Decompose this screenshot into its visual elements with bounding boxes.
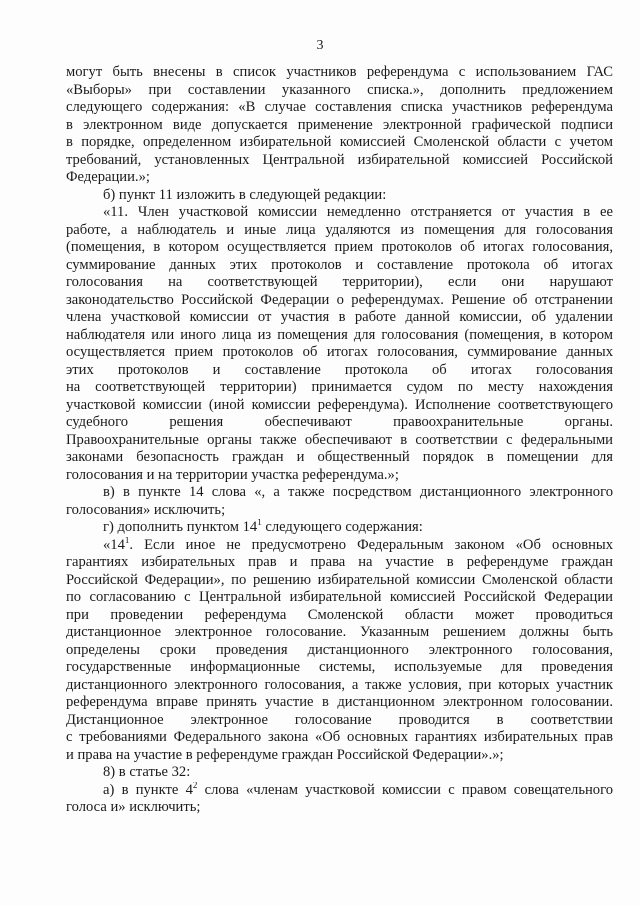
text-line: законодательство Российской Федерации о референдумах. Решение об отстранении — [66, 291, 613, 308]
text-line: государственные информационные системы, используемые для проведения — [66, 659, 613, 675]
text-line: референдума вправе принять участие в дистанционном электронном голосовании. — [66, 694, 613, 710]
page-number: 3 — [316, 38, 324, 53]
text-line: Правоохранительные органы также обеспечивают в соответствии с федеральными — [66, 431, 613, 448]
text-line: Дистанционное электронное голосование проводится в соответствии — [66, 711, 613, 728]
superscript: 1 — [124, 536, 130, 545]
text-line: голосования на соответствующей территории), если они нарушают — [66, 274, 613, 290]
text-line: г) дополнить пунктом $14^1$ следующего содержания: — [103, 519, 423, 535]
text-line: в порядке, определенном избирательной комиссией Смоленской области с учетом — [66, 134, 613, 150]
superscript: 1 — [257, 519, 262, 527]
text-line: осуществляется прием протоколов об итогах голосования, суммирование данных — [66, 344, 613, 360]
text-line: голоса и» исключить; — [66, 799, 201, 815]
text-line: а) в пункте $4^2$ слова «членам участковой комиссии с правом совещательного — [103, 781, 613, 798]
text-line: законами безопасность граждан и общественный порядок в помещении для — [66, 449, 613, 465]
text-line: Федерации.»; — [66, 169, 150, 185]
text-line: «Выборы» при составлении указанного списка.», дополнить предложением — [66, 81, 613, 98]
text-line: суммирование данных этих протоколов и составление протокола об итогах — [66, 256, 613, 273]
text-line: на соответствующей территории) принимается судом по месту нахождения — [66, 379, 613, 395]
text-line: и права на участие в референдуме граждан Российской Федерации».»; — [66, 746, 504, 763]
text-line: с требованиями Федерального закона «Об основных гарантиях избирательных прав — [66, 729, 613, 745]
text-line: члена участковой комиссии от участия в работе данной комиссии, об удалении — [66, 309, 613, 325]
text-line: дистанционное электронное голосование. Указанным решением должны быть — [66, 624, 613, 640]
text-line: этих протоколов и составление протокола об итогах голосования — [66, 361, 613, 378]
text-line: наблюдателя или иного лица из помещения для голосования (помещения, в котором — [66, 326, 613, 343]
superscript: 2 — [192, 781, 198, 790]
text-line: в электронном виде допускается применение электронной графической подписи — [66, 116, 613, 133]
text-line: гарантиях избирательных прав и права на участие в референдуме граждан — [66, 554, 613, 570]
text-line: (помещения, в котором осуществляется прием протоколов об итогах голосования, — [66, 239, 613, 255]
text-line: б) пункт 11 изложить в следующей редакции: — [103, 186, 387, 203]
text-line: требований, установленных Центральной избирательной комиссией Российской — [66, 151, 613, 168]
text-line: «$14^1$. Если иное не предусмотрено Федеральным законом «Об основных — [103, 536, 613, 553]
text-line: голосования и на территории участка референдума.»; — [66, 466, 399, 483]
text-line: могут быть внесены в список участников референдума с использованием ГАС — [66, 64, 613, 80]
text-line: работе, а наблюдатель и иные лица удаляются из помещения для голосования — [66, 221, 613, 238]
text-line: «11. Член участковой комиссии немедленно отстраняется от участия в ее — [103, 204, 613, 220]
text-line: дистанционного электронного голосования, а также условия, при которых участник — [66, 676, 613, 693]
document-body — [66, 64, 613, 817]
text-line: Российской Федерации», по решению избирательной комиссии Смоленской области — [66, 571, 613, 588]
text-line: по согласованию с Центральной избирательной комиссией Российской Федерации — [66, 589, 613, 605]
text-line: следующего содержания: «В случае составления списка участников референдума — [66, 99, 613, 115]
text-line: при проведении референдума Смоленской области может проводиться — [66, 606, 613, 623]
text-line: определены сроки проведения дистанционного электронного голосования, — [66, 641, 613, 658]
text-line: 8) в статье 32: — [103, 764, 191, 780]
text-line: участковой комиссии (иной комиссии референдума). Исполнение соответствующего — [66, 396, 613, 413]
text-line: судебного решения обеспечивают правоохранительные органы. — [66, 414, 613, 430]
text-line: в) в пункте 14 слова «, а также посредством дистанционного электронного — [103, 484, 613, 500]
text-line: голосования» исключить; — [66, 501, 226, 518]
